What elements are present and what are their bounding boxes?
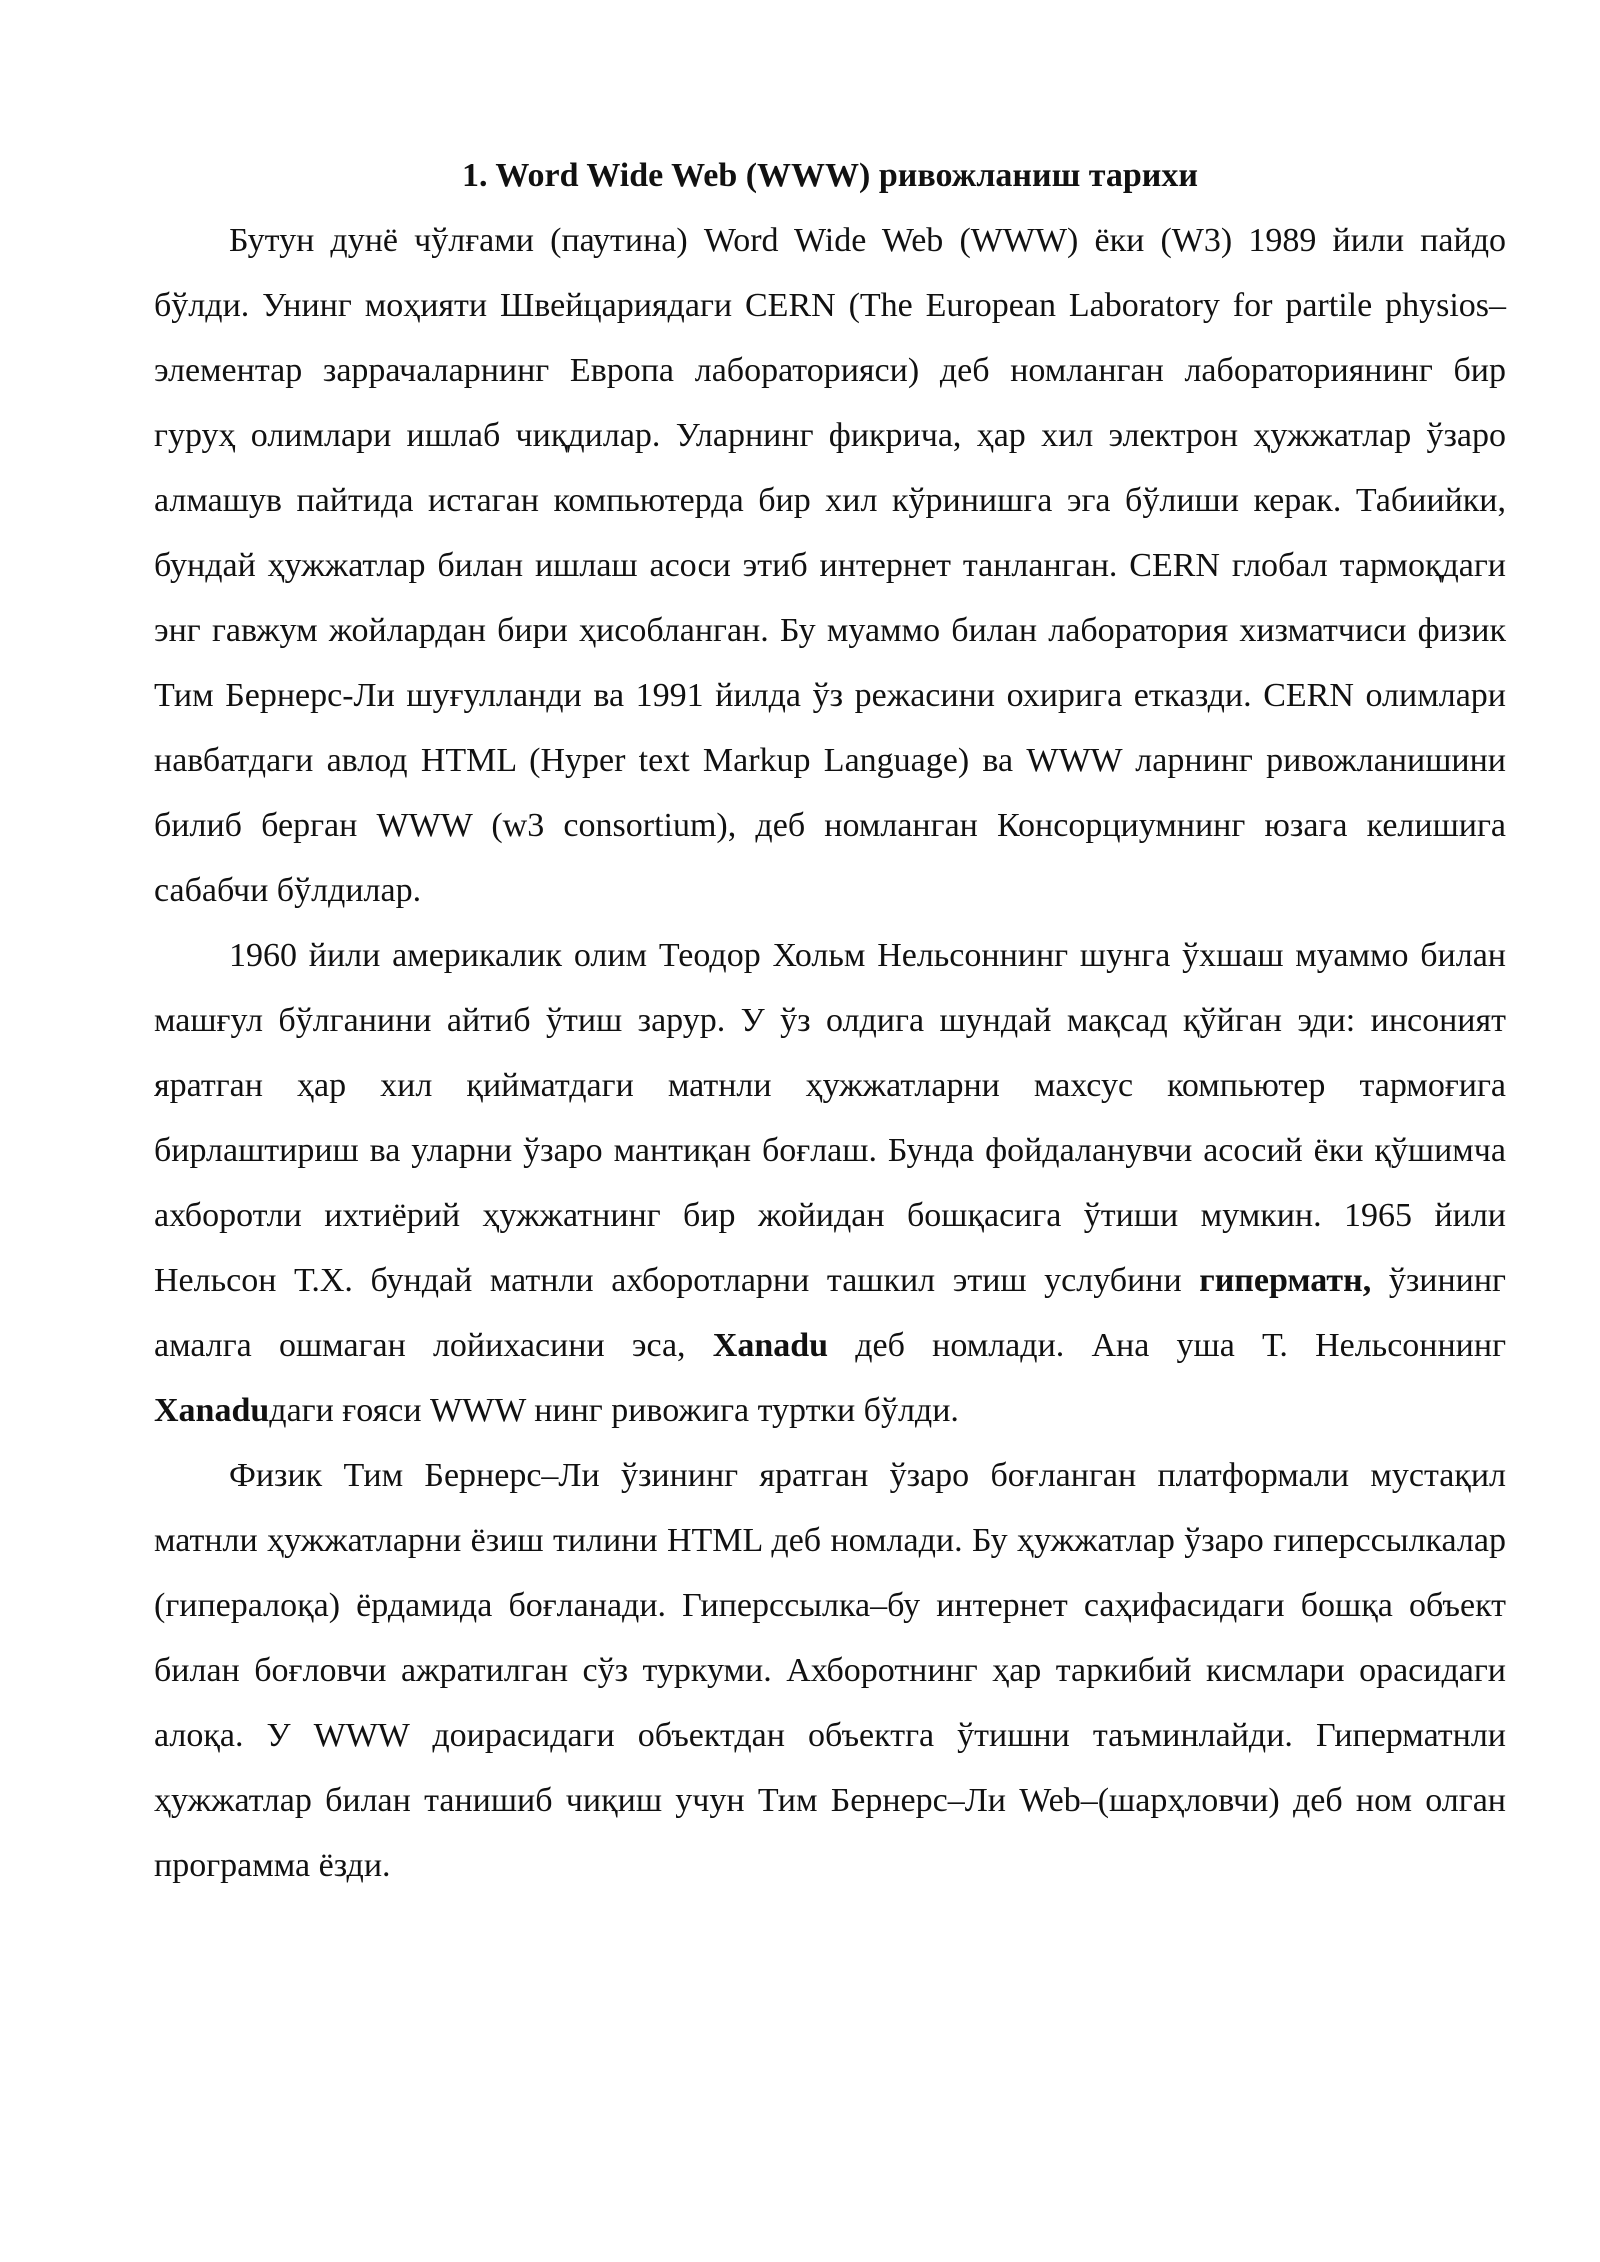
document-title: 1. Word Wide Web (WWW) ривожланиш тарихи — [462, 157, 1198, 194]
bold-term-xanadu: Xanadu — [712, 1327, 829, 1364]
paragraph-2-text: 1960 йили америкалик олим Теодор Хольм Нельсоннинг шунга ўхшаш муаммо билан машғул бўлганини айтиб ўтиш зарур. У ўз олдига шундай мақсад қўйган эди: инсоният яратган ҳар хил қийматдаги матнли ҳужжатларни махсус компьютер тармоғига бирлаштириш ва уларни ўзаро мантиқан боғлаш. Бунда фойдаланувчи асосий ёки қўшимча ахборотли ихтиёрий ҳужжатнинг бир жойидан бошқасига ўтиши мумкин. 1965 йили Нельсон Т.Х. бундай матнли ахборотларни ташкил этиш услубини — [154, 937, 1506, 1299]
paragraph-1: Бутун дунё чўлғами (паутина) Word Wide Web (WWW) ёки (W3) 1989 йили пайдо бўлди. Унинг моҳияти Швейцариядаги CERN (The European Laboratory for partile physios–элементар заррачаларнинг Европа лабораторияси) деб номланган лабораториянинг бир гуруҳ олимлари ишлаб чиқдилар. Уларнинг фикрича, ҳар хил электрон ҳужжатлар ўзаро алмашув пайтида истаган компьютерда бир хил кўринишга эга бўлиши керак. Табиийки, бундай ҳужжатлар билан ишлаш асоси этиб интернет танланган. CERN глобал тармоқдаги энг гавжум жойлардан бири ҳисобланган. Бу муаммо билан лаборатория хизматчиси физик Тим Бернерс-Ли шуғулланди ва 1991 йилда ўз режасини охирига етказди. CERN олимлари навбатдаги авлод HTML (Hyper text Markup Language) ва WWW ларнинг ривожланишини билиб берган WWW (w3 consortium), деб номланган Консорциумнинг юзага келишига сабабчи бўлдилар. — [154, 222, 1506, 909]
paragraph-2-text: даги ғояси WWW нинг ривожига туртки бўлди. — [269, 1392, 959, 1429]
paragraph-2-text: деб номлади. Ана уша Т. Нельсоннинг — [828, 1327, 1507, 1364]
paragraph-2 — [154, 923, 1506, 1443]
bold-term-hypertext: гиперматн, — [1199, 1262, 1372, 1299]
bold-term-xanadu: Xanadu — [154, 1392, 270, 1429]
document-page — [154, 144, 1506, 1898]
paragraph-2-text: ўзининг амалга ошмаган лойихасини эса, — [154, 1262, 1506, 1364]
paragraph-3: Физик Тим Бернерс–Ли ўзининг яратган ўзаро боғланган платформали мустақил матнли ҳужжатларни ёзиш тилини HTML деб номлади. Бу ҳужжатлар ўзаро гиперссылкалар (гипералоқа) ёрдамида боғланади. Гиперссылка–бу интернет саҳифасидаги бошқа объект билан боғловчи ажратилган сўз туркуми. Ахборотнинг ҳар таркибий кисмлари орасидаги алоқа. У WWW доирасидаги объектдан объектга ўтишни таъминлайди. Гиперматнли ҳужжатлар билан танишиб чиқиш учун Тим Бернерс–Ли Web–(шарҳловчи) деб ном олган программа ёзди. — [154, 1457, 1506, 1884]
